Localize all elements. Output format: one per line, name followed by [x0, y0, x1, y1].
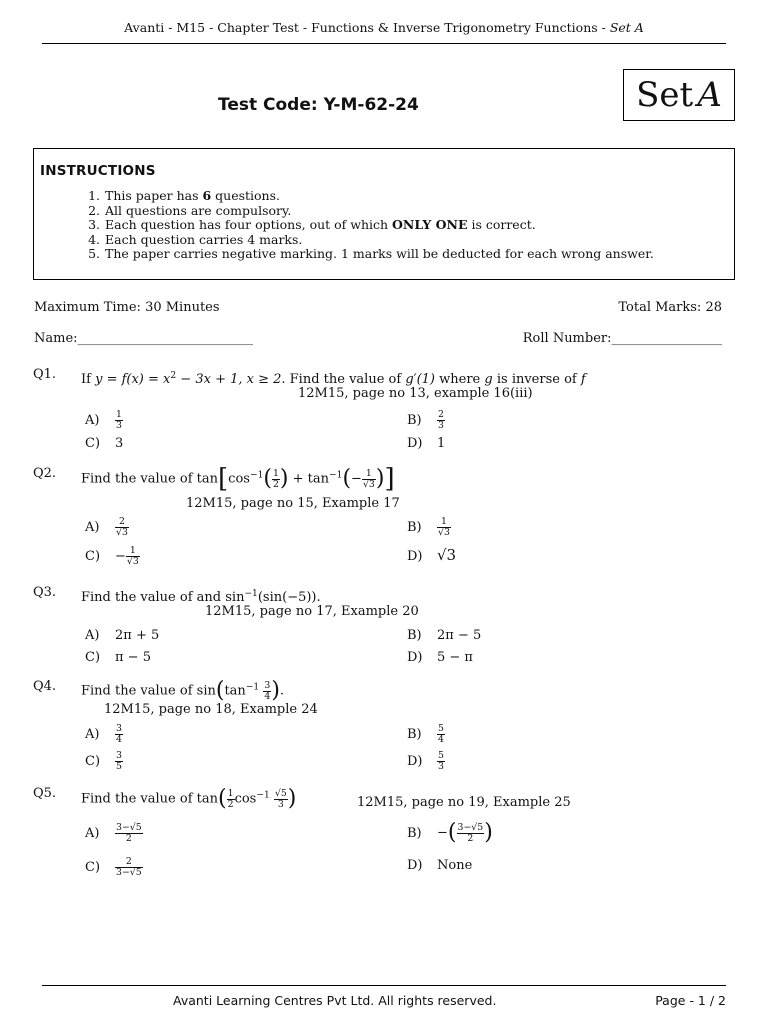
roll-blank[interactable]: _________________: [611, 331, 722, 346]
q5-option-a[interactable]: A) $\frac{3-√5}{2}$: [85, 822, 142, 844]
q3-option-b[interactable]: B) 2π − 5: [407, 628, 482, 643]
q5-option-b[interactable]: B) −( $\frac{3-√5}{2}$ ): [407, 820, 493, 845]
q1-option-c[interactable]: C) 3: [85, 436, 124, 451]
running-title: Avanti - M15 - Chapter Test - Functions & Inverse Trigonometry Functions -: [124, 20, 610, 35]
q3-option-d[interactable]: D) 5 − π: [407, 650, 473, 665]
q1-option-b[interactable]: B) $\frac{2}{3}$: [407, 409, 444, 431]
q3-source: 12M15, page no 17, Example 20: [205, 604, 419, 619]
q2-number: Q2.: [33, 466, 57, 481]
q3-text: Find the value of and $\sin^{-1}(\sin(-5))$.: [81, 589, 321, 605]
total-marks: Total Marks: 28: [618, 300, 722, 315]
q5-text: Find the value of tan( $\frac{1}{2}$ $\cos^{-1}$ $\frac{√5}{3}$ ): [81, 786, 297, 811]
q4-number: Q4.: [33, 679, 57, 694]
q4-option-a[interactable]: A) $\frac{3}{4}$: [85, 723, 122, 745]
q5-number: Q5.: [33, 786, 57, 801]
name-field[interactable]: [34, 331, 253, 346]
header-rule: [42, 43, 726, 44]
q3-option-a[interactable]: A) 2π + 5: [85, 628, 160, 643]
instruction-item: 1. This paper has 6 questions.: [88, 188, 280, 203]
instructions-box: [33, 148, 735, 280]
test-code: Test Code: Y-M-62-24: [218, 95, 419, 115]
instruction-item: 3. Each question has four options, out of which ONLY ONE is correct.: [88, 217, 536, 233]
q1-option-d[interactable]: D) 1: [407, 436, 446, 451]
q3-number: Q3.: [33, 585, 57, 600]
footer-copyright: Avanti Learning Centres Pvt Ltd. All rights reserved.: [173, 993, 497, 1008]
instructions-list: [78, 189, 654, 262]
q4-option-d[interactable]: D) $\frac{5}{3}$: [407, 750, 444, 772]
q4-source: 12M15, page no 18, Example 24: [104, 702, 318, 717]
instruction-item: 2. All questions are compulsory.: [88, 202, 292, 218]
q4-option-b[interactable]: B) $\frac{5}{4}$: [407, 723, 444, 745]
q1-text: If $y = f(x) = x^2 - 3x + 1$, x ≥ 2. Find the value of g′(1) where g is inverse of f: [81, 371, 586, 387]
q5-source: 12M15, page no 19, Example 25: [357, 795, 571, 810]
footer-rule: [42, 985, 726, 986]
roll-number-field[interactable]: [523, 331, 722, 346]
instruction-item: 5. The paper carries negative marking. 1 marks will be deducted for each wrong answer.: [88, 246, 654, 262]
q5-option-c[interactable]: C) $\frac{2}{3-√5}$: [85, 856, 142, 878]
instructions-title: INSTRUCTIONS: [40, 163, 156, 179]
q4-option-c[interactable]: C) $\frac{3}{5}$: [85, 750, 122, 772]
roll-label: Roll Number:: [522, 331, 612, 346]
max-time: Maximum Time: 30 Minutes: [34, 300, 220, 315]
q2-source: 12M15, page no 15, Example 17: [186, 496, 400, 511]
footer-page-number: Page - 1 / 2: [655, 993, 726, 1008]
running-set: Set A: [609, 20, 644, 35]
q5-option-d[interactable]: D) None: [407, 858, 473, 873]
name-label: Name:: [34, 331, 78, 346]
q2-option-c[interactable]: C) − $\frac{1}{√3}$: [85, 545, 139, 567]
q2-text: Find the value of $\tan[\cos^{-1}$( $\frac{1}{2}$ ) + $\tan^{-1}(-$ $\frac{1}{√3}$ )]: [81, 464, 395, 494]
q2-option-d[interactable]: D) √3: [407, 546, 457, 564]
q1-source: 12M15, page no 13, example 16(iii): [298, 386, 533, 401]
q1-option-a[interactable]: A) $\frac{1}{3}$: [85, 409, 122, 431]
q2-option-a[interactable]: A) $\frac{2}{√3}$: [85, 516, 128, 538]
running-header: [0, 20, 768, 35]
instruction-item: 4. Each question carries 4 marks.: [88, 231, 303, 247]
set-letter: A: [697, 75, 722, 115]
q2-option-b[interactable]: B) $\frac{1}{√3}$: [407, 516, 450, 538]
set-box: [623, 69, 735, 121]
set-word: Set: [636, 75, 694, 115]
name-blank[interactable]: ___________________________: [77, 331, 254, 346]
q3-option-c[interactable]: C) π − 5: [85, 650, 151, 665]
q1-number: Q1.: [33, 367, 57, 382]
q4-text: Find the value of $\sin(\tan^{-1}$ $\frac{3}{4}$ ).: [81, 678, 285, 703]
